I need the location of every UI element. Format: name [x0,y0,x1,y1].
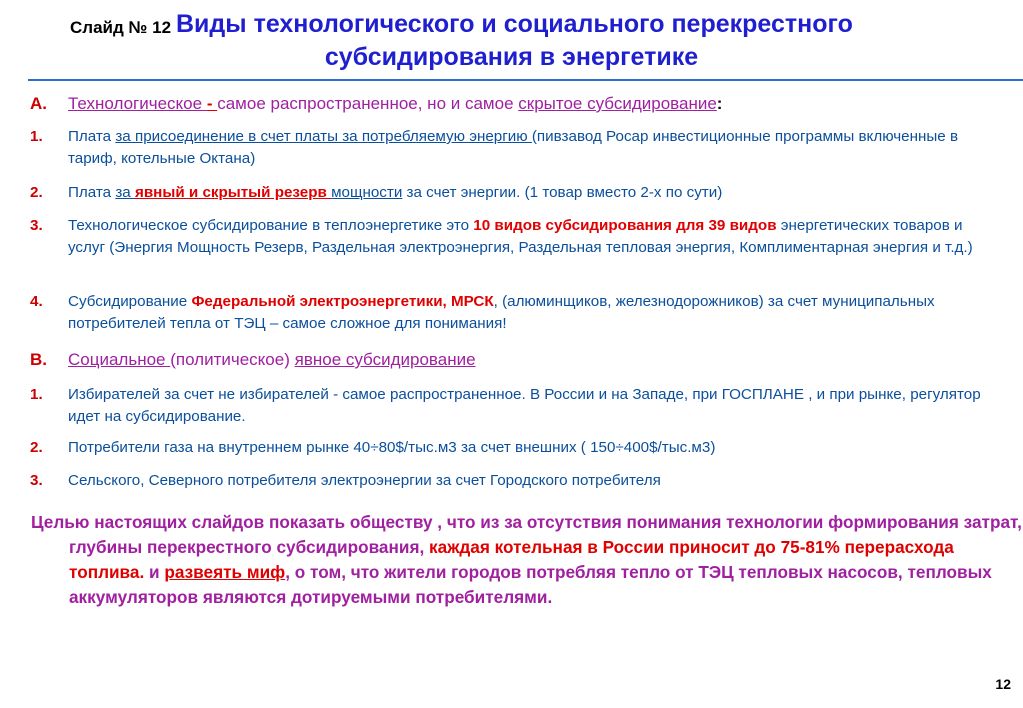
list-item-a2 [30,182,997,204]
list-item-text: Плата [68,128,116,145]
list-item-marker: 1. [30,128,43,145]
list-item-text-underlined: мощности [331,184,403,201]
list-item-a1 [30,126,997,170]
section-a-dash: - [206,94,218,113]
list-item-b3 [30,470,997,492]
slide-number-label: Слайд № 12 [70,18,172,37]
list-item-text: , (алюминщиков, железнодорожников) за счет муниципальных потребителей тепла от ТЭЦ – самое сложное для понимания! [68,293,935,332]
list-item-marker: 2. [30,439,43,456]
section-a-hidden-subsidy: скрытое субсидирование [518,94,717,113]
section-a-text: самое распространенное, но и самое [217,94,519,113]
list-item-a4 [30,291,997,335]
section-b-marker: В. [30,350,47,369]
section-b-explicit-subsidy: явное субсидирование [294,350,476,369]
section-a-marker: А. [30,94,47,113]
list-item-text: Плата [68,184,116,201]
list-item-text: (пивзавод Росар инвестиционные программы включенные в тариф, котельные Октана) [68,128,959,167]
list-item-marker: 4. [30,293,43,310]
list-item-text: за счет энергии. (1 товар вместо 2-х по сути) [402,184,723,201]
list-item-marker: 3. [30,217,43,234]
list-item-text: Избирателей за счет не избирателей - самое распространенное. В России и на Западе, при ГОСПЛАНЕ , и при рынке, регулятор идет на субсидирование. [68,386,981,425]
list-item-text: Технологическое субсидирование в теплоэнергетике это [68,217,474,234]
section-a-heading [30,93,997,115]
list-item-b1 [30,384,997,428]
title-divider [28,79,1023,81]
conclusion-text: Целью настоящих слайдов показать обществу , что из за отсутствия понимания технологии формирования затрат, глубины перекрестного субсидирования, [31,512,1022,557]
page-number: 12 [995,676,1011,692]
page-title-line-2: субсидирования в энергетике [324,43,699,71]
conclusion-highlight: каждая котельная в России приносит до 75-81% перерасхода топлива. [69,537,954,582]
page-title-line-1: Виды технологического и социального перекрестного [176,10,853,38]
list-item-text: Потребители газа на внутреннем рынке 40÷80$/тыс.м3 за счет внешних ( 150÷400$/тыс.м3) [68,439,716,456]
list-item-text: Сельского, Северного потребителя электроэнергии за счет Городского потребителя [68,472,661,489]
list-item-text-underlined: за присоединение в счет платы за потребляемую энергию [115,128,532,145]
list-item-text-underlined: за [115,184,135,201]
list-item-a3 [30,215,997,259]
section-b-heading [30,349,997,371]
conclusion-myth-highlight: развеять миф [164,562,286,582]
list-item-b2 [30,437,997,459]
list-item-marker: 1. [30,386,43,403]
list-item-text: энергетических товаров и услуг (Энергия Мощность Резерв, Раздельная электроэнергия, Раздельная тепловая энергия, Комплиментарная энергия и т.д.) [68,217,973,256]
list-item-highlight: явный и скрытый резерв [134,184,332,201]
conclusion-text: и [144,562,165,582]
list-item-highlight: 10 видов субсидирования для 39 видов [473,217,777,234]
section-b-title: Социальное [68,350,171,369]
list-item-text: Субсидирование [68,293,192,310]
section-b-text: (политическое) [170,350,295,369]
list-item-marker: 2. [30,184,43,201]
section-a-title: Технологическое [68,94,207,113]
list-item-highlight: Федеральной электроэнергетики, МРСК [191,293,494,310]
list-item-marker: 3. [30,472,43,489]
section-a-colon: : [716,94,723,113]
conclusion-text: , о том, что жители городов потребляя тепло от ТЭЦ тепловых насосов, тепловых аккумуляторов являются дотируемыми потребителями. [69,562,992,607]
conclusion-paragraph [31,510,1023,610]
